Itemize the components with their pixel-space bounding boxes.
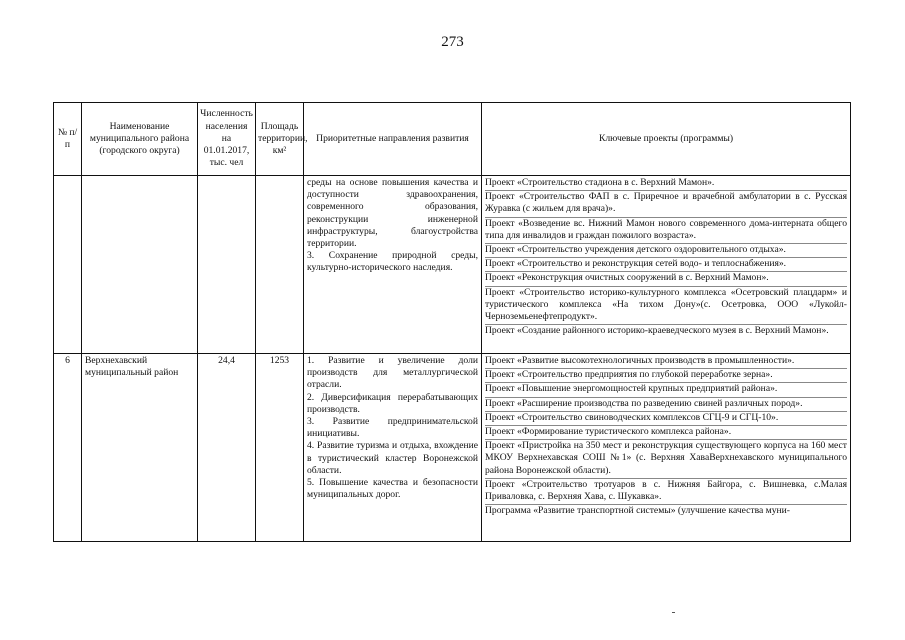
project-item: Проект «Строительство учреждения детского оздоровительного отдыха». xyxy=(485,244,847,258)
cell-num: 6 xyxy=(54,354,82,542)
direction-item: 5. Повышение качества и безопасности муниципальных дорог. xyxy=(307,477,478,501)
project-item: Проект «Строительство ФАП в с. Приречное и врачебной амбулатории в с. Русская Журавка (с жильем для врача)». xyxy=(485,191,847,217)
project-item: Проект «Возведение вс. Нижний Мамон нового современного дома-интерната общего типа для инвалидов и граждан пожилого возраста». xyxy=(485,218,847,244)
development-table xyxy=(53,102,851,542)
project-item: Проект «Создание районного историко-краеведческого музея в с. Верхний Мамон». xyxy=(485,325,829,337)
header-directions: Приоритетные направления развития xyxy=(304,103,482,176)
project-item: Проект «Строительство и реконструкция сетей водо- и теплоснабжения». xyxy=(485,258,847,272)
header-area: Площадь территории, км² xyxy=(256,103,304,176)
direction-item: 4. Развитие туризма и отдыха, вхождение в туристический кластер Воронежской области. xyxy=(307,440,478,476)
cell-population xyxy=(198,176,256,354)
project-item: Проект «Строительство свиноводческих комплексов СГЦ-9 и СГЦ-10». xyxy=(485,412,847,426)
scan-speck xyxy=(672,612,675,613)
cell-area xyxy=(256,176,304,354)
project-item: Проект «Строительство тротуаров в с. Нижняя Байгора, с. Вишневка, с.Малая Приваловка, с. Верхняя Хава, с. Шукавка». xyxy=(485,479,847,505)
header-num: № п/п xyxy=(54,103,82,176)
project-item: Проект «Пристройка на 350 мест и реконструкция существующего корпуса на 160 мест МКОУ Верхнехавская СОШ №1» (с. Верхняя ХаваВерхнехавского муниципального района Воронежской области). xyxy=(485,440,847,479)
project-item: Проект «Повышение энергомощностей крупных предприятий района». xyxy=(485,383,847,397)
project-item: Проект «Реконструкция очистных сооружений в с. Верхний Мамон». xyxy=(485,272,847,286)
project-item: Проект «Развитие высокотехнологичных производств в промышленности». xyxy=(485,355,847,369)
cell-directions xyxy=(304,354,482,542)
direction-item: 2. Диверсификация перерабатывающих производств. xyxy=(307,391,478,415)
project-item: Проект «Строительство предприятия по глубокой переработке зерна». xyxy=(485,369,847,383)
cell-projects xyxy=(482,354,851,542)
cell-area: 1253 xyxy=(256,354,304,542)
project-item: Проект «Формирование туристического комплекса района». xyxy=(485,426,847,440)
cell-name: Верхнехавский муниципальный район xyxy=(82,354,198,542)
direction-item: среды на основе повышения качества и доступности здравоохранения, современного образования, реконструкции инженерной инфраструктуры, благоустройства территории. xyxy=(307,177,478,250)
project-item: Проект «Строительство стадиона в с. Верхний Мамон». xyxy=(485,177,847,191)
project-item: Проект «Строительство историко-культурного комплекса «Осетровский плацдарм» и туристического комплекса «На тихом Дону»(с. Осетровка, ООО «Лукойл-Черноземьенефтепродукт». xyxy=(485,287,847,326)
table-row xyxy=(54,354,851,542)
cell-name xyxy=(82,176,198,354)
direction-item: 3. Развитие предпринимательской инициативы. xyxy=(307,416,478,440)
header-projects: Ключевые проекты (программы) xyxy=(482,103,851,176)
header-population: Численность населения на 01.01.2017, тыс. чел xyxy=(198,103,256,176)
cell-projects xyxy=(482,176,851,354)
cell-directions xyxy=(304,176,482,354)
cell-num xyxy=(54,176,82,354)
project-item: Проект «Расширение производства по разведению свиней различных пород». xyxy=(485,398,847,412)
table-row xyxy=(54,176,851,354)
direction-item: 3. Сохранение природной среды, культурно-исторического наследия. xyxy=(307,250,478,274)
table-header-row xyxy=(54,103,851,176)
cell-population: 24,4 xyxy=(198,354,256,542)
direction-item: 1. Развитие и увеличение доли производств для металлургической отрасли. xyxy=(307,355,478,391)
page-number: 273 xyxy=(441,34,464,50)
project-item: Программа «Развитие транспортной системы» (улучшение качества муни- xyxy=(485,505,791,517)
header-name: Наименование муниципального района (городского округа) xyxy=(82,103,198,176)
